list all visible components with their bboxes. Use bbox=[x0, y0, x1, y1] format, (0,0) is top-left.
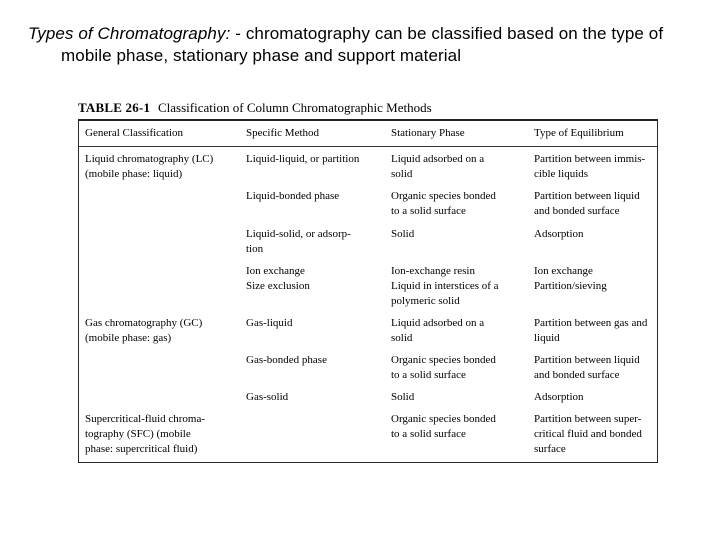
equilibrium-lc-r4-line2: Partition/sieving bbox=[534, 280, 607, 292]
heading-text-line1: - chromatography can be classified based on the type of bbox=[230, 24, 664, 43]
equilibrium-sfc-line3: surface bbox=[534, 443, 566, 455]
method-liquid-solid-line2: tion bbox=[246, 243, 264, 255]
stationary-gc-r1-line1: Liquid adsorbed on a bbox=[391, 317, 485, 329]
table-frame bbox=[78, 119, 658, 463]
stationary-lc-r3: Solid bbox=[391, 228, 415, 240]
equilibrium-gc-r2-line2: and bonded surface bbox=[534, 369, 620, 381]
general-sfc-line3: phase: supercritical fluid) bbox=[85, 443, 198, 455]
stationary-lc-r2-line1: Organic species bonded bbox=[391, 190, 496, 202]
table-top-rule bbox=[79, 119, 657, 121]
equilibrium-lc-r1-line2: cible liquids bbox=[534, 168, 589, 180]
equilibrium-lc-r2-line1: Partition between liquid bbox=[534, 190, 640, 202]
header-specific-method: Specific Method bbox=[246, 127, 320, 139]
stationary-gc-r2-line2: to a solid surface bbox=[391, 369, 466, 381]
general-sfc-line1: Supercritical-fluid chroma- bbox=[85, 413, 206, 425]
stationary-sfc-line1: Organic species bonded bbox=[391, 413, 496, 425]
slide-heading bbox=[28, 23, 708, 67]
stationary-sfc-line2: to a solid surface bbox=[391, 428, 466, 440]
stationary-lc-r2-line2: to a solid surface bbox=[391, 205, 466, 217]
general-lc-line2: (mobile phase: liquid) bbox=[85, 168, 183, 180]
stationary-gc-r3: Solid bbox=[391, 391, 415, 403]
stationary-lc-r4-line3: polymeric solid bbox=[391, 295, 460, 307]
equilibrium-sfc-line1: Partition between super- bbox=[534, 413, 642, 425]
general-gc-line2: (mobile phase: gas) bbox=[85, 332, 172, 344]
stationary-gc-r1-line2: solid bbox=[391, 332, 413, 344]
general-lc-line1: Liquid chromatography (LC) bbox=[85, 153, 214, 165]
equilibrium-gc-r1-line1: Partition between gas and bbox=[534, 317, 648, 329]
equilibrium-lc-r3: Adsorption bbox=[534, 228, 584, 240]
stationary-lc-r4-line2: Liquid in interstices of a bbox=[391, 280, 499, 292]
method-gas-liquid: Gas-liquid bbox=[246, 317, 293, 329]
method-size-exclusion: Size exclusion bbox=[246, 280, 310, 292]
method-ion-exchange: Ion exchange bbox=[246, 265, 305, 277]
stationary-lc-r1-line2: solid bbox=[391, 168, 413, 180]
equilibrium-gc-r1-line2: liquid bbox=[534, 332, 560, 344]
header-general-classification: General Classification bbox=[85, 127, 184, 139]
header-stationary-phase: Stationary Phase bbox=[391, 127, 465, 139]
method-liquid-solid-line1: Liquid-solid, or adsorp- bbox=[246, 228, 351, 240]
equilibrium-lc-r1-line1: Partition between immis- bbox=[534, 153, 646, 165]
general-sfc-line2: tography (SFC) (mobile bbox=[85, 428, 191, 440]
equilibrium-sfc-line2: critical fluid and bonded bbox=[534, 428, 642, 440]
table-caption bbox=[78, 98, 658, 118]
method-liquid-liquid: Liquid-liquid, or partition bbox=[246, 153, 360, 165]
equilibrium-gc-r3: Adsorption bbox=[534, 391, 584, 403]
equilibrium-lc-r4-line1: Ion exchange bbox=[534, 265, 593, 277]
general-gc-line1: Gas chromatography (GC) bbox=[85, 317, 203, 329]
equilibrium-lc-r2-line2: and bonded surface bbox=[534, 205, 620, 217]
table-title: Classification of Column Chromatographic Methods bbox=[158, 100, 432, 115]
stationary-lc-r1-line1: Liquid adsorbed on a bbox=[391, 153, 485, 165]
table-header-row bbox=[79, 124, 657, 142]
stationary-lc-r4-line1: Ion-exchange resin bbox=[391, 265, 475, 277]
heading-text-line2: mobile phase, stationary phase and support material bbox=[61, 46, 462, 65]
chromatography-table bbox=[78, 98, 658, 455]
table-number: TABLE 26-1 bbox=[78, 100, 151, 115]
heading-lead: Types of Chromatography: bbox=[28, 24, 231, 43]
method-gas-solid: Gas-solid bbox=[246, 391, 289, 403]
header-type-of-equilibrium: Type of Equilibrium bbox=[534, 127, 624, 139]
stationary-gc-r2-line1: Organic species bonded bbox=[391, 354, 496, 366]
method-liquid-bonded: Liquid-bonded phase bbox=[246, 190, 340, 202]
equilibrium-gc-r2-line1: Partition between liquid bbox=[534, 354, 640, 366]
table-header-rule bbox=[79, 146, 657, 147]
method-gas-bonded: Gas-bonded phase bbox=[246, 354, 327, 366]
